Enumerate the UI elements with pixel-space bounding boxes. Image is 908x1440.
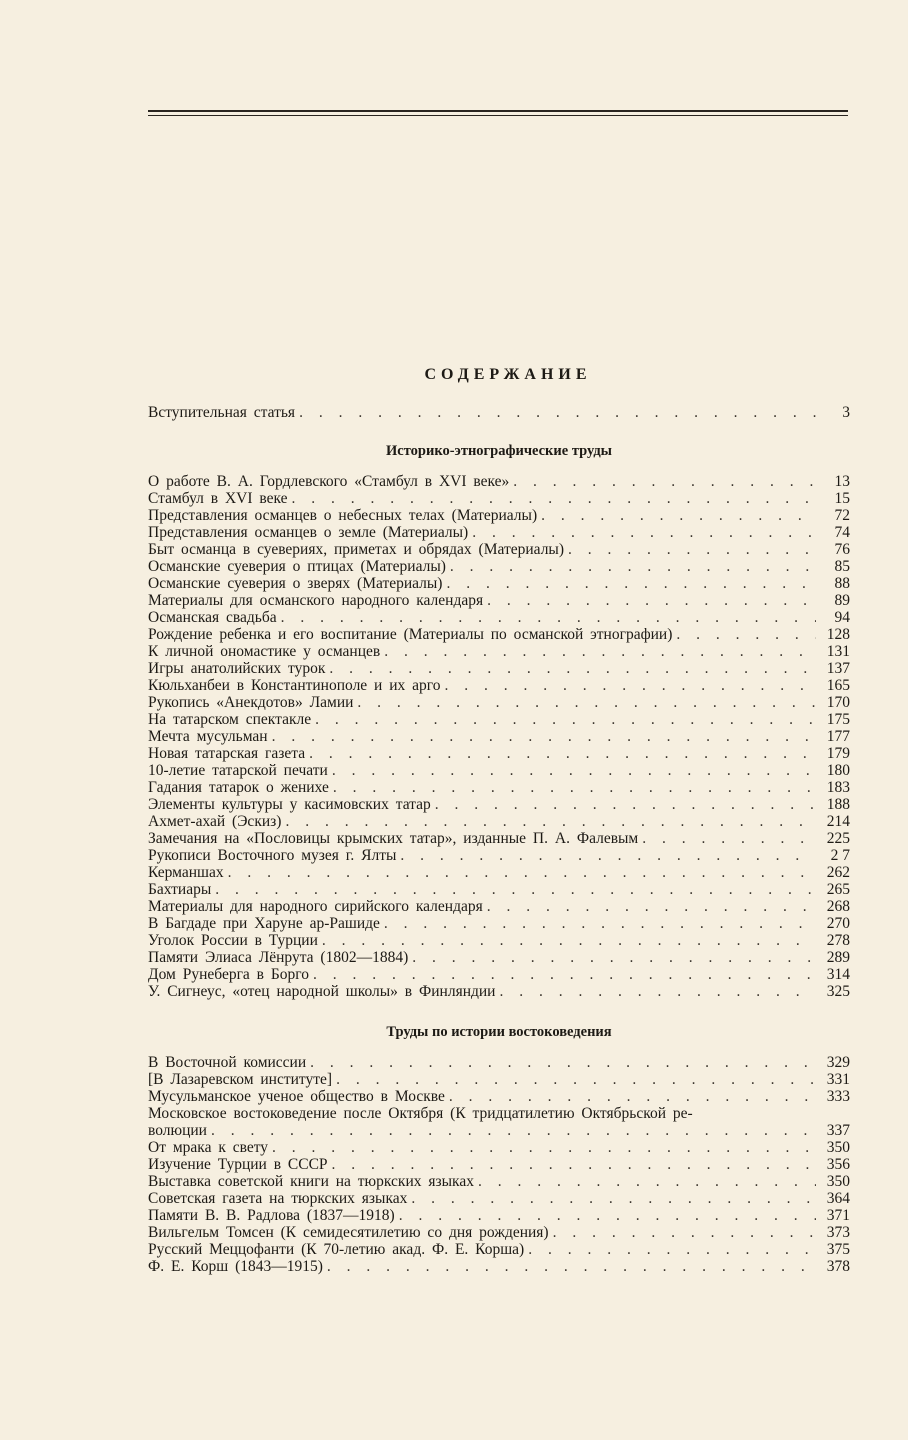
toc-entry: О работе В. А. Гордлевского «Стамбул в XVI веке» . . . 13	[148, 473, 850, 491]
toc-entry: Османские суеверия о зверях (Материалы) . . . 88	[148, 575, 850, 593]
leader-dots	[513, 473, 816, 491]
toc-entry: К личной ономастике у османцев . . . 131	[148, 643, 850, 661]
toc-entry: Ахмет-ахай (Эскиз) . . . 214	[148, 813, 850, 831]
leader-dots	[450, 558, 816, 576]
section-heading-oriental-studies: Труды по истории востоковедения	[386, 1024, 612, 1040]
toc-entry: Новая татарская газета . . . 179	[148, 745, 850, 763]
toc-entry: Памяти В. В. Радлова (1837—1918) . . . 371	[148, 1207, 850, 1225]
leader-dots	[215, 881, 816, 899]
leader-dots	[487, 898, 816, 916]
leader-dots	[285, 813, 816, 831]
toc-entry: Представления османцев о земле (Материалы) . . . 74	[148, 524, 850, 542]
toc-entry: Советская газета на тюркских языках . . . 364	[148, 1190, 850, 1208]
top-rule	[148, 110, 848, 112]
leader-dots	[281, 609, 816, 627]
toc-entry: Выставка советской книги на тюркских языках . . . 350	[148, 1173, 850, 1191]
leader-dots	[411, 1190, 816, 1208]
toc-entry: Изучение Турции в СССР . . . 356	[148, 1156, 850, 1174]
leader-dots	[299, 404, 816, 422]
toc-entry: Материалы для османского народного календаря . . . 89	[148, 592, 850, 610]
toc-entry: Памяти Элиаса Лёнрута (1802—1884) . . . 289	[148, 949, 850, 967]
leader-dots	[499, 983, 816, 1001]
leader-dots	[400, 847, 816, 865]
leader-dots	[446, 575, 816, 593]
toc-entry: Мечта мусульман . . . 177	[148, 728, 850, 746]
leader-dots	[228, 864, 816, 882]
leader-dots	[487, 592, 816, 610]
section-heading-ethnographic: Историко-этнографические труды	[386, 443, 612, 459]
toc-entry: Кюльханбеи в Константинополе и их арго . . . 165	[148, 677, 850, 695]
leader-dots	[315, 711, 816, 729]
leader-dots	[568, 541, 816, 559]
toc-entry: От мрака к свету . . . 350	[148, 1139, 850, 1157]
leader-dots	[399, 1207, 816, 1225]
toc-entry: Русский Меццофанти (К 70-летию акад. Ф. Е. Корша) . . . 375	[148, 1241, 850, 1259]
toc-entry-continued-line: Московское востоковедение после Октября (К тридцатилетию Октябрьской ре-	[148, 1105, 693, 1122]
toc-entry: Стамбул в XVI веке . . . 15	[148, 490, 850, 508]
toc-entry: Замечания на «Пословицы крымских татар», изданные П. А. Фалевым . . . 225	[148, 830, 850, 848]
toc-entry-page: 3	[842, 404, 850, 421]
toc-entry: 10-летие татарской печати . . . 180	[148, 762, 850, 780]
leader-dots	[292, 490, 816, 508]
page-title: СОДЕРЖАНИЕ	[424, 366, 592, 383]
toc-entry-intro	[148, 404, 850, 422]
leader-dots	[333, 779, 816, 797]
toc-entry: На татарском спектакле . . . 175	[148, 711, 850, 729]
leader-dots	[211, 1122, 816, 1140]
top-rule-thin	[148, 115, 848, 116]
leader-dots	[541, 507, 816, 525]
toc-entry: В Восточной комиссии . . . 329	[148, 1054, 850, 1072]
toc-entry: В Багдаде при Харуне ар-Рашиде . . . 270	[148, 915, 850, 933]
toc-entry: Бахтиары . . . 265	[148, 881, 850, 899]
leader-dots	[642, 830, 816, 848]
leader-dots	[528, 1241, 816, 1259]
leader-dots	[445, 677, 817, 695]
toc-entry: Рождение ребенка и его воспитание (Материалы по османской этнографии) . . . 128	[148, 626, 850, 644]
toc-entry: Материалы для народного сирийского календаря . . . 268	[148, 898, 850, 916]
toc-entry: Ф. Е. Корш (1843—1915) . . . 378	[148, 1258, 850, 1276]
toc-entry: [В Лазаревском институте] . . . 331	[148, 1071, 850, 1089]
leader-dots	[322, 932, 816, 950]
toc-entry: Рукописи Восточного музея г. Ялты . . . 2 7	[148, 847, 850, 865]
leader-dots	[332, 1156, 816, 1174]
toc-entry: Вильгельм Томсен (К семидесятилетию со дня рождения) . . . 373	[148, 1224, 850, 1242]
leader-dots	[553, 1224, 816, 1242]
leader-dots	[357, 694, 816, 712]
leader-dots	[384, 643, 816, 661]
leader-dots	[327, 1258, 816, 1276]
leader-dots	[478, 1173, 816, 1191]
toc-entry: Представления османцев о небесных телах (Материалы) . . . 72	[148, 507, 850, 525]
toc-entry: волюции . . . 337	[148, 1122, 850, 1140]
leader-dots	[449, 1088, 816, 1106]
leader-dots	[310, 1054, 816, 1072]
leader-dots	[272, 1139, 816, 1157]
toc-entry: Дом Рунеберга в Борго . . . 314	[148, 966, 850, 984]
leader-dots	[676, 626, 816, 644]
toc-entry: Гадания татарок о женихе . . . 183	[148, 779, 850, 797]
leader-dots	[412, 949, 816, 967]
leader-dots	[336, 1071, 816, 1089]
toc-entry-title: Вступительная статья	[148, 404, 296, 421]
leader-dots	[313, 966, 816, 984]
leader-dots	[329, 660, 816, 678]
toc-entry: Османские суеверия о птицах (Материалы) . . . 85	[148, 558, 850, 576]
leader-dots	[309, 745, 816, 763]
leader-dots	[272, 728, 816, 746]
toc-entry: Керманшах . . . 262	[148, 864, 850, 882]
leader-dots	[384, 915, 816, 933]
toc-entry: Рукопись «Анекдотов» Ламии . . . 170	[148, 694, 850, 712]
toc-entry: Элементы культуры у касимовских татар . . . 188	[148, 796, 850, 814]
toc-entry: Игры анатолийских турок . . . 137	[148, 660, 850, 678]
toc-entry: Быт османца в суевериях, приметах и обрядах (Материалы) . . . 76	[148, 541, 850, 559]
toc-entry: Мусульманское ученое общество в Москве . . . 333	[148, 1088, 850, 1106]
toc-entry: У. Сигнеус, «отец народной школы» в Финляндии . . . 325	[148, 983, 850, 1001]
leader-dots	[332, 762, 816, 780]
leader-dots	[472, 524, 816, 542]
leader-dots	[435, 796, 816, 814]
toc-entry: Османская свадьба . . . 94	[148, 609, 850, 627]
toc-entry: Уголок России в Турции . . . 278	[148, 932, 850, 950]
